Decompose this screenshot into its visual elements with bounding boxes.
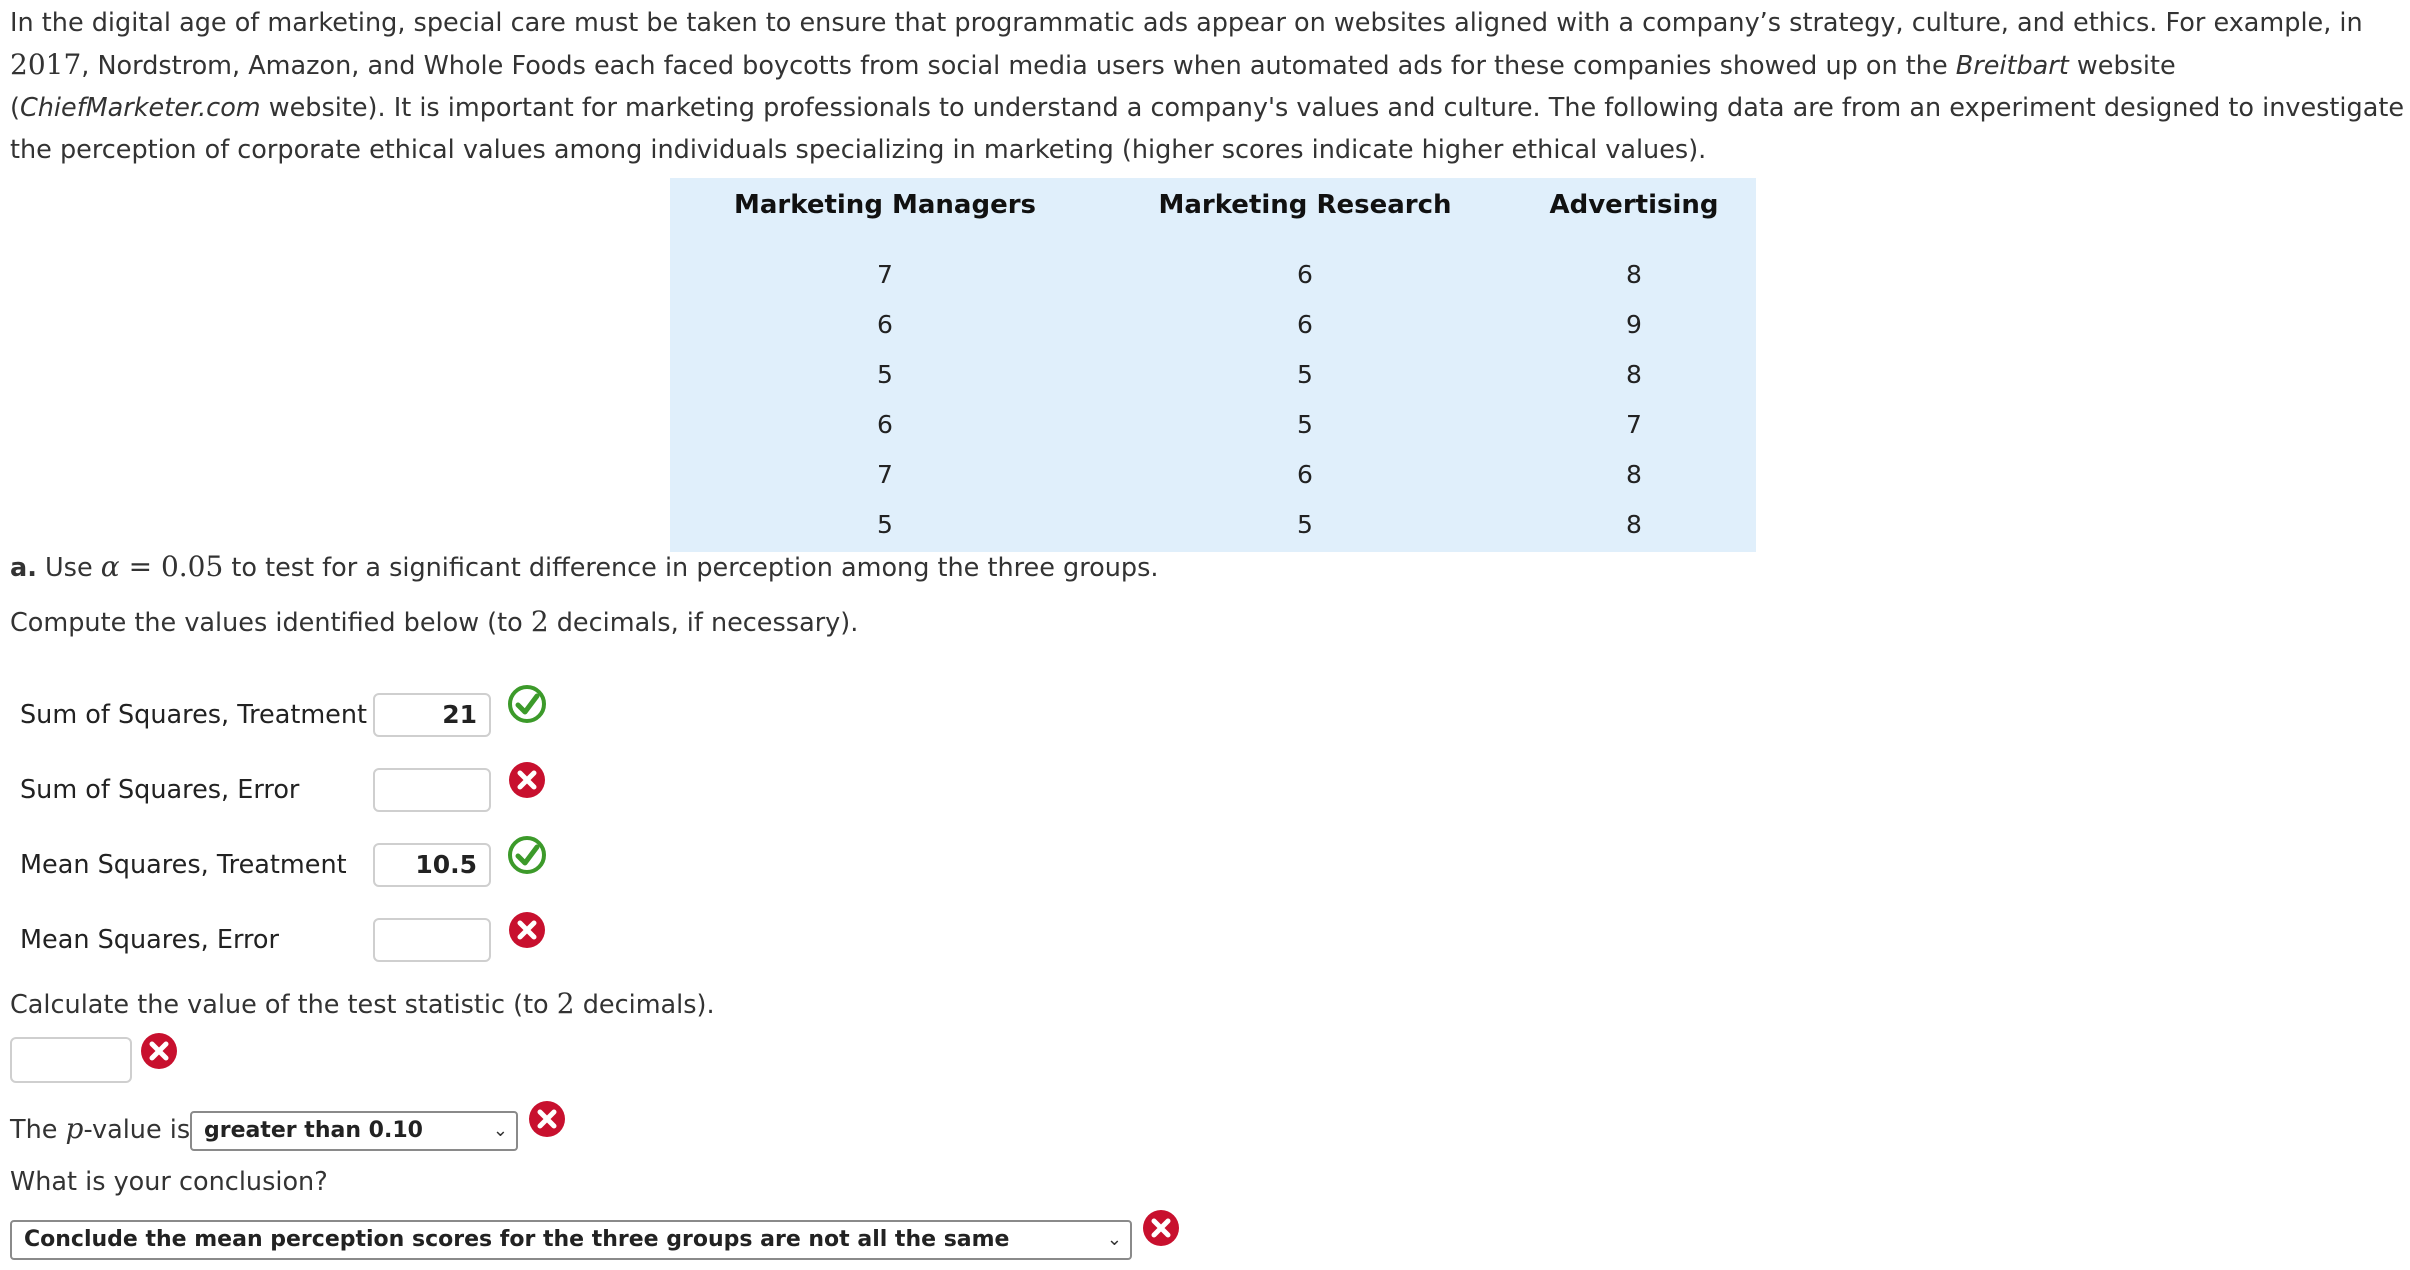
table-cell: 5 (877, 510, 893, 539)
compute-text-2: decimals, if necessary). (548, 608, 859, 638)
table-cell: 8 (1626, 360, 1642, 389)
part-a-instruction (10, 550, 1158, 583)
part-a-label: a. (10, 553, 37, 583)
table-cell: 6 (1297, 460, 1313, 489)
compute-text-1: Compute the values identified below (to (10, 608, 531, 638)
part-a-text-rest: to test for a significant difference in perception among the three groups. (223, 553, 1159, 583)
test-stat-text-1: Calculate the value of the test statistic (to (10, 990, 557, 1020)
ms-treatment-input[interactable]: 10.5 (373, 843, 491, 887)
intro-text-3: website ( (10, 51, 2176, 123)
table-cell: 7 (877, 260, 893, 289)
pvalue-symbol: p (65, 1112, 84, 1145)
x-circle-icon (507, 760, 547, 800)
alpha-value: 0.05 (160, 550, 224, 583)
intro-text-4: website). It is important for marketing professionals to understand a company's values and culture. The following data are from an experiment designed to investigate the perception of corporate ethical values among individuals specializing in marketing (higher scores indicate higher ethical values). (10, 93, 2405, 165)
intro-year: 2017 (10, 48, 82, 81)
pvalue-select[interactable] (190, 1111, 518, 1151)
col-header-advertising: Advertising (1549, 190, 1719, 220)
part-a-text: Use (36, 553, 101, 583)
col-header-marketing-research: Marketing Research (1158, 190, 1452, 220)
x-circle-icon (527, 1099, 567, 1139)
intro-text-1: In the digital age of marketing, special care must be taken to ensure that programmatic ads appear on websites aligned with a company’s strategy, culture, and ethics. For example, in (10, 8, 2363, 38)
col-header-marketing-managers: Marketing Managers (734, 190, 1036, 220)
pvalue-text-2: -value is (83, 1115, 191, 1145)
conclusion-question: What is your conclusion? (10, 1167, 328, 1197)
intro-site-chiefmarketer: ChiefMarketer.com (19, 93, 261, 123)
table-cell: 6 (1297, 310, 1313, 339)
chevron-down-icon: ⌄ (1106, 1229, 1122, 1250)
pvalue-text-1: The (10, 1115, 66, 1145)
table-cell: 8 (1626, 460, 1642, 489)
ss-error-label: Sum of Squares, Error (20, 775, 300, 805)
ms-treatment-label: Mean Squares, Treatment (20, 850, 347, 880)
conclusion-selected-value: Conclude the mean perception scores for the three groups are not all the same (24, 1227, 1010, 1252)
test-stat-decimals: 2 (556, 987, 575, 1020)
intro-text-2: , Nordstrom, Amazon, and Whole Foods each faced boycotts from social media users when automated ads for these companies showed up on the (81, 51, 1956, 81)
test-stat-text-2: decimals). (574, 990, 715, 1020)
ss-error-input[interactable] (373, 768, 491, 812)
table-cell: 6 (877, 310, 893, 339)
test-statistic-instruction (10, 987, 715, 1020)
table-cell: 8 (1626, 260, 1642, 289)
table-cell: 5 (1297, 360, 1313, 389)
ss-treatment-input[interactable]: 21 (373, 693, 491, 737)
ss-treatment-label: Sum of Squares, Treatment (20, 700, 368, 730)
x-circle-icon (507, 910, 547, 950)
ms-error-input[interactable] (373, 918, 491, 962)
ms-error-label: Mean Squares, Error (20, 925, 280, 955)
compute-decimals: 2 (530, 605, 549, 638)
alpha-symbol: α (100, 550, 120, 583)
problem-intro (10, 2, 2405, 171)
chevron-down-icon: ⌄ (492, 1120, 508, 1141)
table-cell: 5 (877, 360, 893, 389)
pvalue-selected-value: greater than 0.10 (204, 1118, 423, 1143)
x-circle-icon (1141, 1208, 1181, 1248)
table-cell: 6 (1297, 260, 1313, 289)
table-cell: 5 (1297, 410, 1313, 439)
table-cell: 5 (1297, 510, 1313, 539)
table-cell: 7 (1626, 410, 1642, 439)
pvalue-label (10, 1112, 190, 1145)
table-cell: 8 (1626, 510, 1642, 539)
equals-sign: = (119, 550, 161, 583)
x-circle-icon (139, 1031, 179, 1071)
conclusion-select[interactable] (10, 1220, 1132, 1260)
compute-instruction (10, 605, 858, 638)
intro-site-breitbart: Breitbart (1955, 51, 2069, 81)
check-circle-icon (507, 835, 547, 875)
data-table (670, 178, 1756, 552)
test-statistic-input[interactable] (10, 1037, 132, 1083)
table-cell: 7 (877, 460, 893, 489)
check-circle-icon (507, 684, 547, 724)
table-cell: 9 (1626, 310, 1642, 339)
table-cell: 6 (877, 410, 893, 439)
